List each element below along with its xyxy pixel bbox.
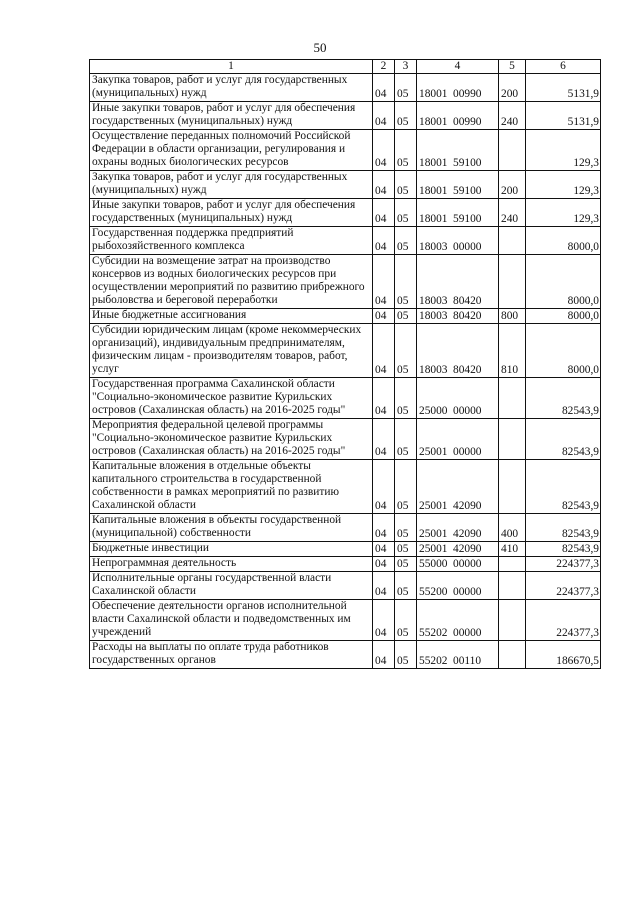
target-article-program: 25001 [419, 543, 448, 555]
column-header: 2 [373, 60, 395, 74]
target-article-program: 55200 [419, 586, 448, 598]
target-article-direction: 00990 [453, 116, 482, 128]
amount: 82543,9 [526, 378, 601, 419]
expense-type-code [499, 419, 526, 460]
section-code: 04 [373, 514, 395, 542]
target-article-code [417, 102, 499, 130]
section-code: 04 [373, 419, 395, 460]
amount: 82543,9 [526, 460, 601, 514]
row-name: Закупка товаров, работ и услуг для государственных (муниципальных) нужд [90, 74, 373, 102]
amount: 5131,9 [526, 74, 601, 102]
subsection-code: 05 [395, 171, 417, 199]
target-article-program: 55000 [419, 558, 448, 570]
table-row [90, 130, 601, 171]
subsection-code: 05 [395, 130, 417, 171]
row-name: Иные бюджетные ассигнования [90, 309, 373, 324]
target-article-program: 18003 [419, 364, 448, 376]
amount: 8000,0 [526, 309, 601, 324]
expense-type-code [499, 227, 526, 255]
target-article-program: 55202 [419, 627, 448, 639]
subsection-code: 05 [395, 572, 417, 600]
expense-type-code: 200 [499, 74, 526, 102]
target-article-code [417, 641, 499, 669]
target-article-code [417, 255, 499, 309]
expense-type-code: 240 [499, 102, 526, 130]
expense-type-code [499, 378, 526, 419]
amount: 186670,5 [526, 641, 601, 669]
section-code: 04 [373, 641, 395, 669]
target-article-code [417, 309, 499, 324]
target-article-code [417, 74, 499, 102]
subsection-code: 05 [395, 460, 417, 514]
section-code: 04 [373, 74, 395, 102]
subsection-code: 05 [395, 227, 417, 255]
amount: 82543,9 [526, 514, 601, 542]
table-row [90, 227, 601, 255]
target-article-direction: 80420 [453, 295, 482, 307]
section-code: 04 [373, 102, 395, 130]
target-article-direction: 42090 [453, 500, 482, 512]
row-name: Государственная поддержка предприятий рыбохозяйственного комплекса [90, 227, 373, 255]
subsection-code: 05 [395, 514, 417, 542]
expense-type-code [499, 460, 526, 514]
amount: 8000,0 [526, 255, 601, 309]
row-name: Закупка товаров, работ и услуг для государственных (муниципальных) нужд [90, 171, 373, 199]
row-name: Иные закупки товаров, работ и услуг для обеспечения государственных (муниципальных) нужд [90, 102, 373, 130]
target-article-direction: 00000 [453, 446, 482, 458]
target-article-direction: 80420 [453, 364, 482, 376]
target-article-direction: 00000 [453, 627, 482, 639]
row-name: Осуществление переданных полномочий Российской Федерации в области организации, регулирования и охраны водных биологических ресурсов [90, 130, 373, 171]
target-article-direction: 00000 [453, 586, 482, 598]
amount: 82543,9 [526, 419, 601, 460]
target-article-direction: 42090 [453, 528, 482, 540]
column-header: 1 [90, 60, 373, 74]
amount: 224377,3 [526, 600, 601, 641]
row-name: Исполнительные органы государственной власти Сахалинской области [90, 572, 373, 600]
expense-type-code [499, 557, 526, 572]
target-article-program: 18001 [419, 88, 448, 100]
target-article-code [417, 542, 499, 557]
row-name: Субсидии на возмещение затрат на производство консервов из водных биологических ресурсов при осуществлении мероприятий по развитию прибрежного рыболовства и береговой переработки [90, 255, 373, 309]
section-code: 04 [373, 600, 395, 641]
target-article-code [417, 199, 499, 227]
subsection-code: 05 [395, 309, 417, 324]
expense-type-code [499, 641, 526, 669]
section-code: 04 [373, 572, 395, 600]
expense-type-code: 810 [499, 324, 526, 378]
subsection-code: 05 [395, 324, 417, 378]
target-article-direction: 00000 [453, 405, 482, 417]
subsection-code: 05 [395, 419, 417, 460]
target-article-direction: 59100 [453, 157, 482, 169]
table-row [90, 572, 601, 600]
table-row [90, 324, 601, 378]
subsection-code: 05 [395, 102, 417, 130]
expense-type-code: 240 [499, 199, 526, 227]
target-article-code [417, 557, 499, 572]
subsection-code: 05 [395, 557, 417, 572]
section-code: 04 [373, 460, 395, 514]
target-article-code [417, 227, 499, 255]
column-header: 3 [395, 60, 417, 74]
target-article-program: 25001 [419, 500, 448, 512]
table-row [90, 309, 601, 324]
row-name: Непрограммная деятельность [90, 557, 373, 572]
table-row [90, 255, 601, 309]
table-row [90, 74, 601, 102]
section-code: 04 [373, 130, 395, 171]
subsection-code: 05 [395, 74, 417, 102]
target-article-program: 18001 [419, 157, 448, 169]
table-row [90, 557, 601, 572]
column-header: 5 [499, 60, 526, 74]
table-row [90, 514, 601, 542]
table-row [90, 600, 601, 641]
row-name: Бюджетные инвестиции [90, 542, 373, 557]
target-article-program: 55202 [419, 655, 448, 667]
section-code: 04 [373, 255, 395, 309]
row-name: Обеспечение деятельности органов исполнительной власти Сахалинской области и подведомственных им учреждений [90, 600, 373, 641]
target-article-program: 18003 [419, 241, 448, 253]
table-row [90, 419, 601, 460]
table-row [90, 102, 601, 130]
budget-table [89, 59, 601, 669]
target-article-direction: 80420 [453, 310, 482, 322]
target-article-code [417, 514, 499, 542]
subsection-code: 05 [395, 641, 417, 669]
target-article-direction: 59100 [453, 185, 482, 197]
target-article-direction: 59100 [453, 213, 482, 225]
expense-type-code: 800 [499, 309, 526, 324]
target-article-program: 18003 [419, 310, 448, 322]
page-number: 50 [313, 40, 327, 55]
section-code: 04 [373, 557, 395, 572]
target-article-code [417, 324, 499, 378]
table-row [90, 171, 601, 199]
target-article-program: 18001 [419, 213, 448, 225]
target-article-program: 18003 [419, 295, 448, 307]
row-name: Расходы на выплаты по оплате труда работников государственных органов [90, 641, 373, 669]
header-row [90, 60, 601, 74]
amount: 82543,9 [526, 542, 601, 557]
amount: 224377,3 [526, 572, 601, 600]
row-name: Иные закупки товаров, работ и услуг для обеспечения государственных (муниципальных) нужд [90, 199, 373, 227]
row-name: Мероприятия федеральной целевой программы "Социально-экономическое развитие Курильских островов (Сахалинская область) на 2016-2025 годы" [90, 419, 373, 460]
row-name: Капитальные вложения в отдельные объекты капитального строительства в государственной собственности в рамках мероприятий по развитию Сахалинской области [90, 460, 373, 514]
target-article-code [417, 600, 499, 641]
section-code: 04 [373, 378, 395, 419]
target-article-code [417, 171, 499, 199]
section-code: 04 [373, 199, 395, 227]
amount: 8000,0 [526, 324, 601, 378]
column-header: 6 [526, 60, 601, 74]
subsection-code: 05 [395, 199, 417, 227]
subsection-code: 05 [395, 600, 417, 641]
row-name: Субсидии юридическим лицам (кроме некоммерческих организаций), индивидуальным предпринимателям, физическим лицам - производителям товаров, работ, услуг [90, 324, 373, 378]
expense-type-code: 410 [499, 542, 526, 557]
section-code: 04 [373, 542, 395, 557]
section-code: 04 [373, 171, 395, 199]
expense-type-code [499, 130, 526, 171]
amount: 129,3 [526, 171, 601, 199]
target-article-direction: 00990 [453, 88, 482, 100]
table-row [90, 460, 601, 514]
target-article-code [417, 378, 499, 419]
section-code: 04 [373, 227, 395, 255]
target-article-program: 25000 [419, 405, 448, 417]
target-article-direction: 00000 [453, 241, 482, 253]
table-row [90, 378, 601, 419]
expense-type-code [499, 572, 526, 600]
section-code: 04 [373, 324, 395, 378]
target-article-direction: 00110 [453, 655, 482, 667]
amount: 129,3 [526, 199, 601, 227]
target-article-program: 18001 [419, 116, 448, 128]
target-article-code [417, 572, 499, 600]
target-article-code [417, 419, 499, 460]
expense-type-code: 400 [499, 514, 526, 542]
subsection-code: 05 [395, 542, 417, 557]
target-article-direction: 42090 [453, 543, 482, 555]
row-name: Капитальные вложения в объекты государственной (муниципальной) собственности [90, 514, 373, 542]
table-row [90, 641, 601, 669]
target-article-program: 25001 [419, 446, 448, 458]
target-article-code [417, 130, 499, 171]
row-name: Государственная программа Сахалинской области "Социально-экономическое развитие Курильских островов (Сахалинская область) на 2016-2025 годы" [90, 378, 373, 419]
amount: 224377,3 [526, 557, 601, 572]
expense-type-code [499, 600, 526, 641]
section-code: 04 [373, 309, 395, 324]
table-row [90, 199, 601, 227]
column-header: 4 [417, 60, 499, 74]
target-article-program: 18001 [419, 185, 448, 197]
subsection-code: 05 [395, 255, 417, 309]
target-article-direction: 00000 [453, 558, 482, 570]
amount: 5131,9 [526, 102, 601, 130]
expense-type-code: 200 [499, 171, 526, 199]
table-row [90, 542, 601, 557]
subsection-code: 05 [395, 378, 417, 419]
amount: 129,3 [526, 130, 601, 171]
target-article-program: 25001 [419, 528, 448, 540]
expense-type-code [499, 255, 526, 309]
amount: 8000,0 [526, 227, 601, 255]
target-article-code [417, 460, 499, 514]
